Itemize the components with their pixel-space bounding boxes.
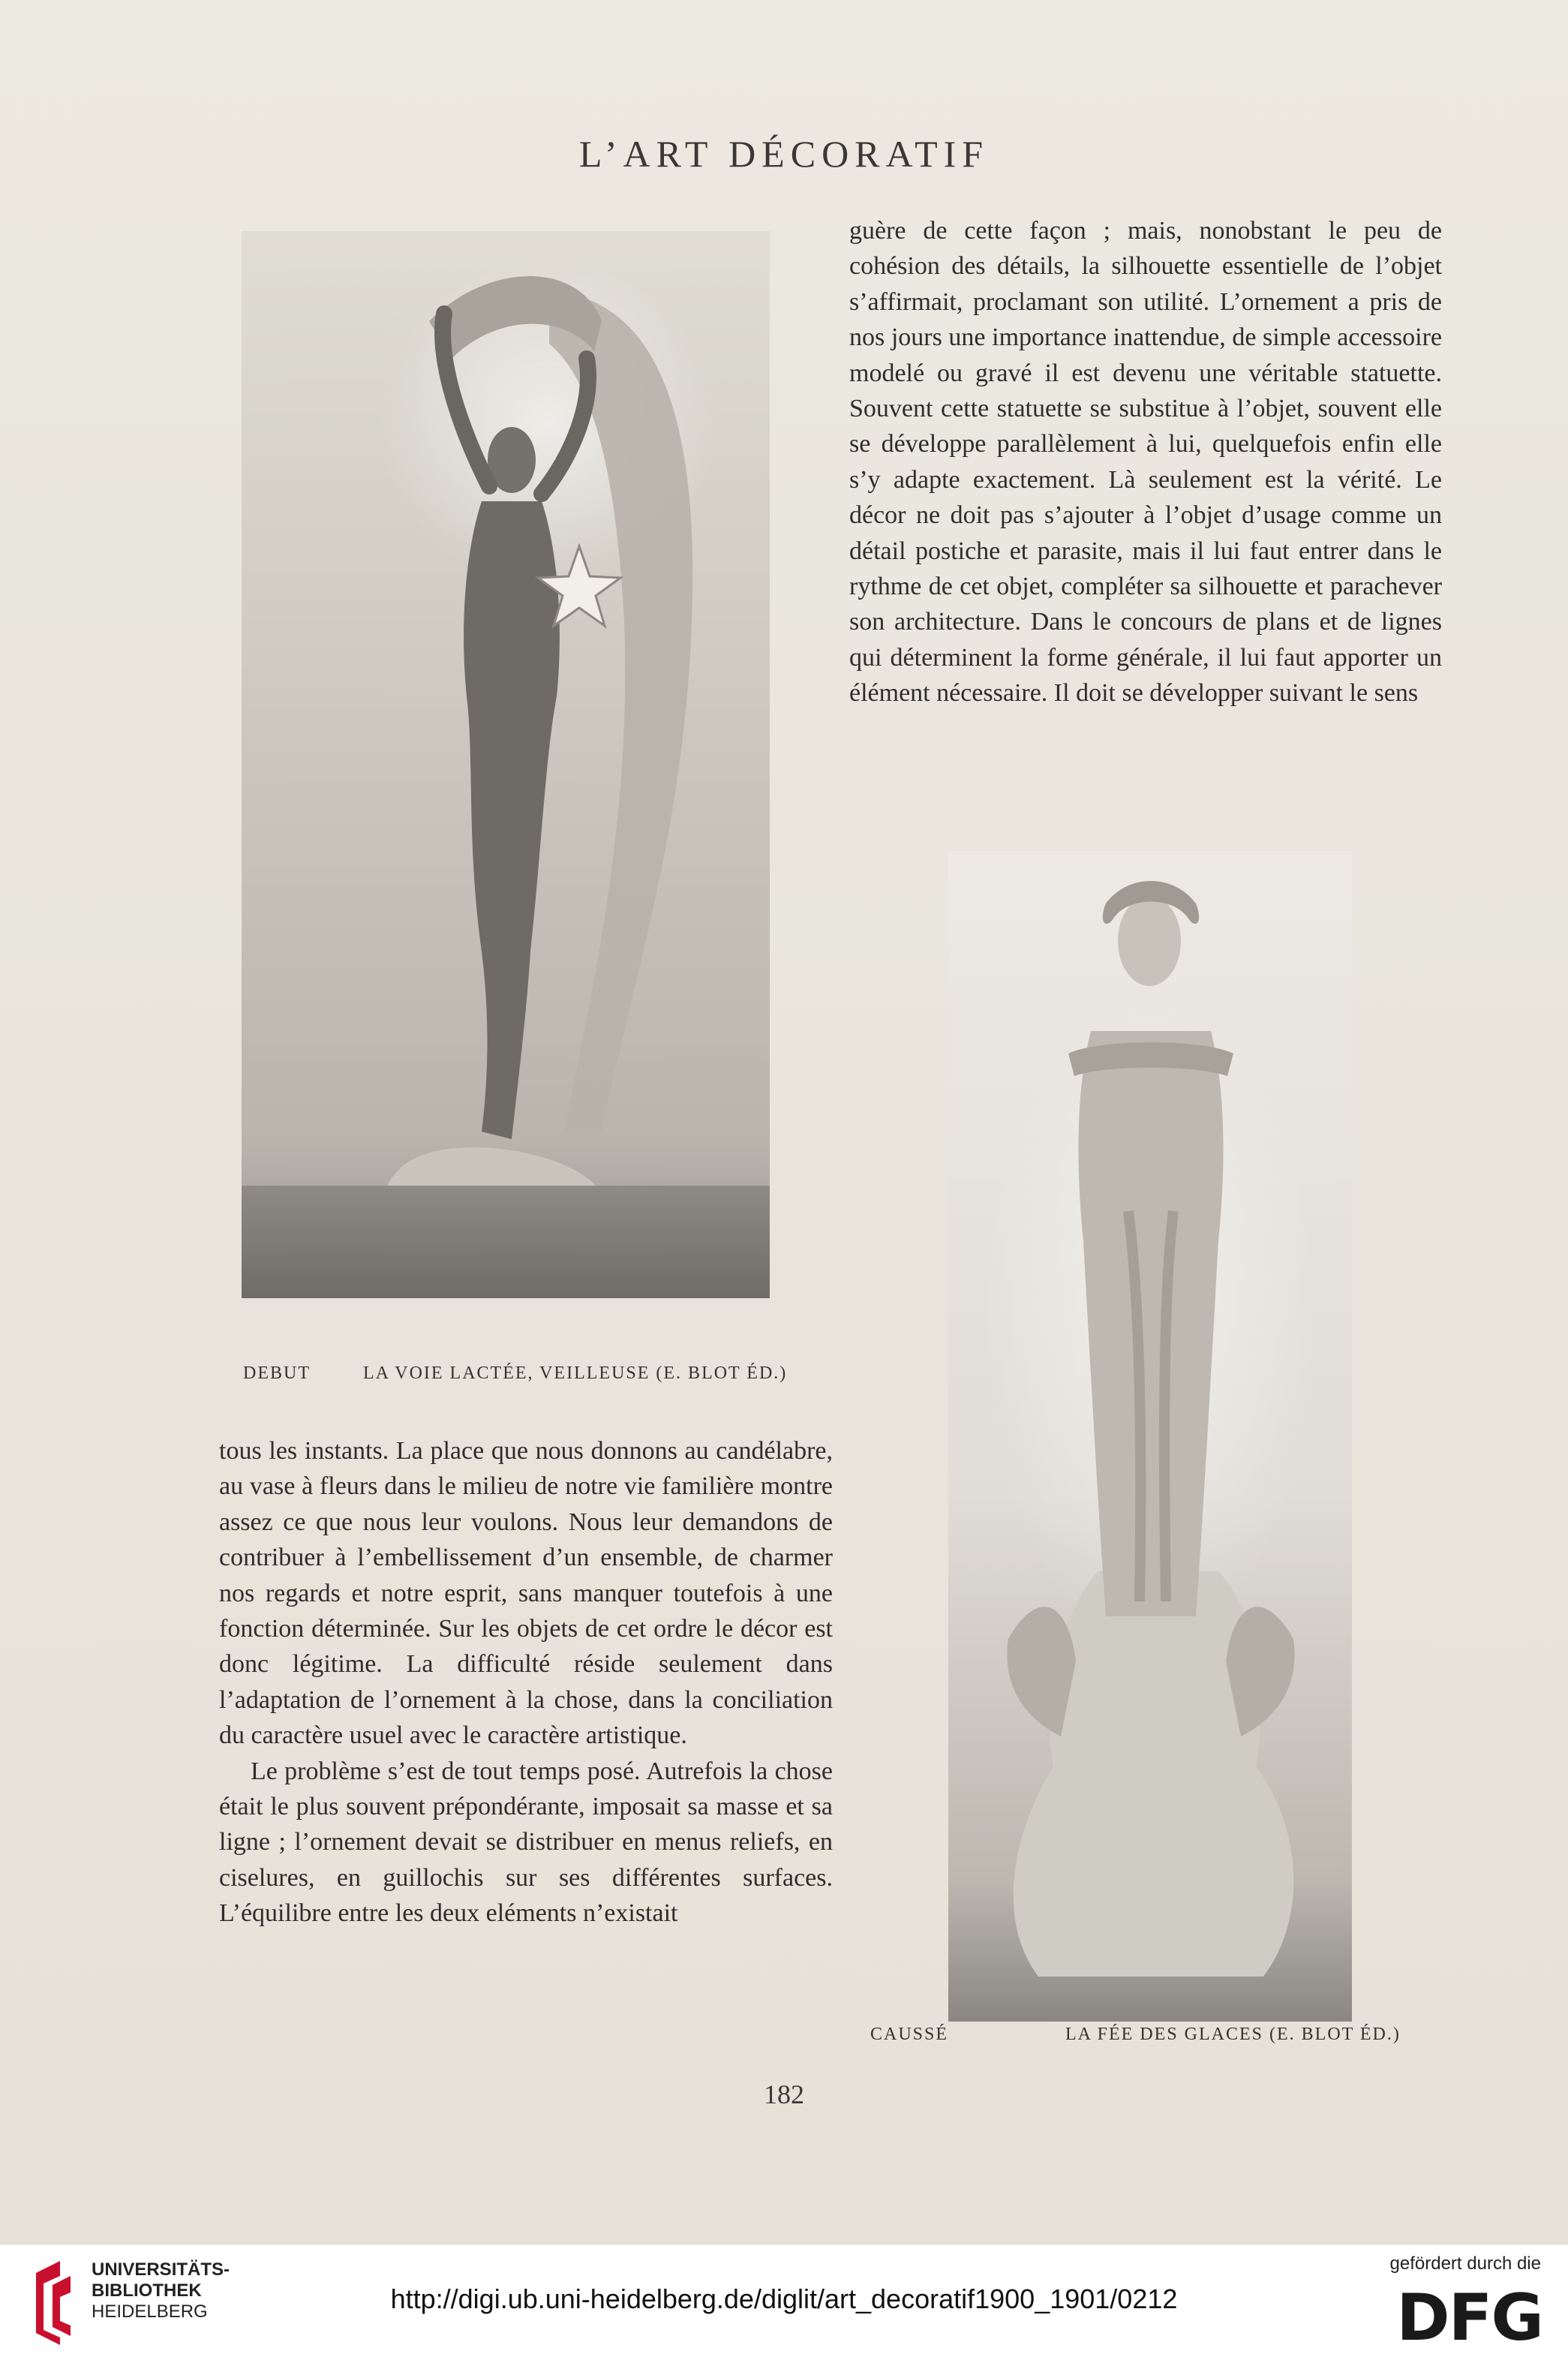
plate-1-artist-caption: DEBUT: [243, 1363, 311, 1383]
sponsor-text: gefördert durch die: [1389, 2253, 1541, 2274]
library-line-2: BIBLIOTHEK: [92, 2280, 202, 2301]
page-number: 182: [764, 2079, 804, 2109]
source-url-link[interactable]: http://digi.ub.uni-heidelberg.de/diglit/art_decoratif1900_1901/0212: [390, 2283, 1178, 2314]
left-text-column: [219, 1433, 833, 1932]
statuette-nude-figure-image: [242, 231, 770, 1298]
right-text-column: [849, 213, 1442, 711]
plate-2-artist-caption: CAUSSÉ: [870, 2025, 949, 2044]
plate-la-fee-des-glaces: [948, 851, 1352, 2022]
plate-1-title-caption: LA VOIE LACTÉE, VEILLEUSE (E. BLOT ÉD.): [363, 1363, 788, 1383]
left-paragraph-1: tous les instants. La place que nous donnons au candélabre, au vase à fleurs dans le milieu de notre vie familière montre assez ce que nous leur voulons. Nous leur demandons de contribuer à l’embellissement d’un ensemble, de charmer nos regards et notre esprit, sans manquer toutefois à une fonction déterminée. Sur les objets de cet ordre le décor est donc légitime. La difficulté réside seulement dans l’adaptation de l’ornement à la chose, dans la conciliation du caractère usuel avec le caractère artistique.: [219, 1437, 833, 1750]
library-line-3: HEIDELBERG: [92, 2301, 208, 2322]
running-head: L’ART DÉCORATIF: [578, 133, 990, 175]
right-paragraph: guère de cette façon ; mais, nonobstant le peu de cohésion des détails, la silhouette essentielle de l’objet s’affirmait, proclamant son utilité. L’ornement a pris de nos jours une importance inattendue, de simple accessoire modelé ou gravé il est devenu une véritable statuette. Souvent cette statuette se substitue à l’objet, souvent elle se développe parallèlement à lui, quelquefois enfin elle s’y adapte exactement. Là seulement est la vérité. Le décor ne doit pas s’ajouter à l’objet d’usage comme un détail postiche et parasite, mais il lui faut entrer dans le rythme de cet objet, compléter sa silhouette et parachever son architecture. Dans le concours de plans et de lignes qui déterminent la forme générale, il lui faut apporter un élément nécessaire. Il doit se développer suivant le sens: [849, 217, 1442, 708]
library-line-1: UNIVERSITÄTS-: [92, 2259, 230, 2280]
statuette-draped-figure-image: [948, 851, 1352, 2022]
digitization-footer: [0, 2244, 1568, 2360]
left-paragraph-2: Le problème s’est de tout temps posé. Autrefois la chose était le plus souvent prépondérante, imposait sa masse et sa ligne ; l’ornement devait se distribuer en menus reliefs, en ciselures, en guillochis sur ses différentes surfaces. L’équilibre entre les deux eléments n’existait: [219, 1757, 833, 1928]
dfg-logo: DFG: [1396, 2280, 1542, 2355]
plate-2-title-caption: LA FÉE DES GLACES (E. BLOT ÉD.): [1065, 2025, 1401, 2044]
plate-la-voie-lactee: [242, 231, 770, 1298]
